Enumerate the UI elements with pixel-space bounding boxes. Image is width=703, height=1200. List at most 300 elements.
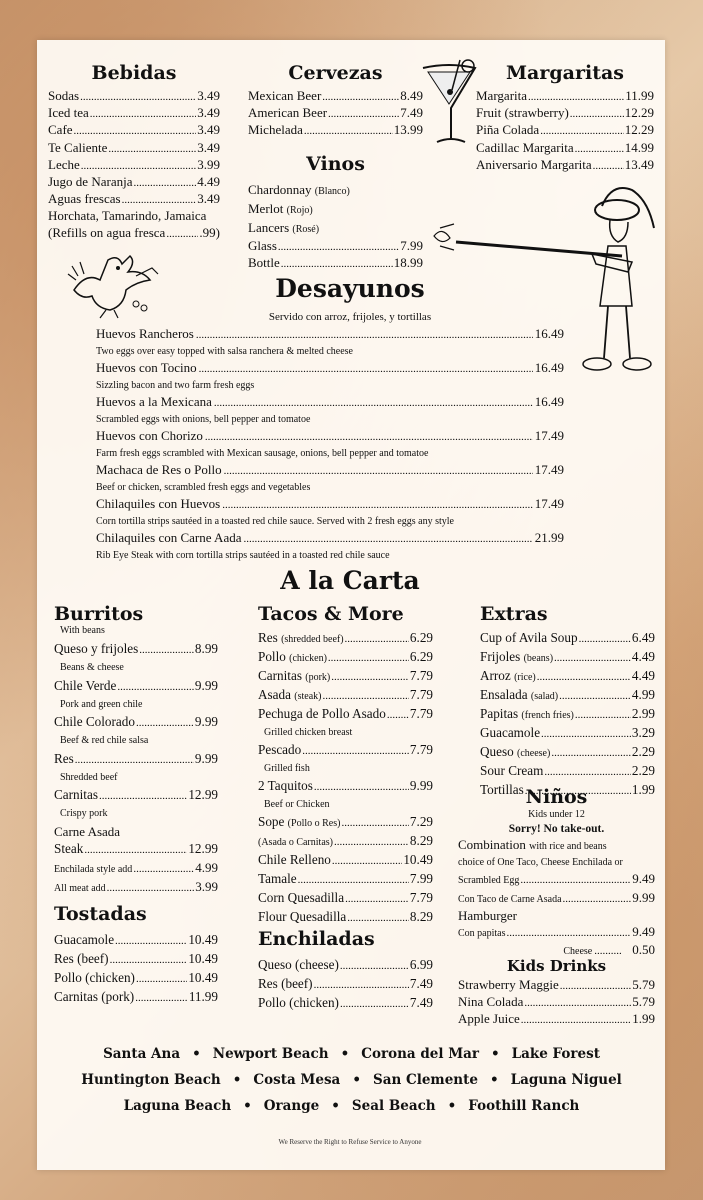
locations xyxy=(40,1041,663,1119)
menu-item-name xyxy=(54,786,98,803)
item-name: Nina Colada xyxy=(458,994,524,1010)
item-name: Frijoles xyxy=(480,649,521,664)
breakfast-item-row xyxy=(96,462,564,480)
bebidas-refill-row: (Refills on agua fresca ..... .99) xyxy=(48,225,220,242)
extras-list xyxy=(480,629,655,800)
item-detail: (cheese) xyxy=(517,748,551,759)
menu-item-price: 14.99 xyxy=(624,139,654,155)
menu-item-price: 2.99 xyxy=(631,706,655,721)
location-name: Orange xyxy=(263,1098,320,1114)
menu-item-row xyxy=(476,105,654,122)
menu-item-row xyxy=(480,629,655,648)
menu-item-price: 13.99 xyxy=(393,122,423,138)
location-name: Costa Mesa xyxy=(253,1072,341,1088)
menu-item-name xyxy=(54,677,116,694)
location-name: Newport Beach xyxy=(212,1046,329,1062)
item-name: Queso (cheese) xyxy=(258,957,339,972)
taco-item-name xyxy=(258,851,331,868)
bebidas-title: Bebidas xyxy=(91,62,177,84)
margaritas-title: Margaritas xyxy=(506,62,624,84)
burrito-subtitle: Pork and green chile xyxy=(60,698,143,710)
menu-item-name xyxy=(476,122,539,138)
taco-item-price: 7.79 xyxy=(409,742,433,757)
menu-item-price: 2.29 xyxy=(631,763,655,778)
menu-item-row xyxy=(54,640,218,659)
menu-item-row xyxy=(54,750,218,769)
menu-item-price: 7.49 xyxy=(409,976,433,991)
item-name: Res xyxy=(54,750,74,766)
item-name: Fruit (strawberry) xyxy=(476,105,569,121)
ninos-subtitle: Kids under 12 xyxy=(528,809,585,820)
taco-item-price: 6.29 xyxy=(409,630,433,645)
menu-item-price: 11.99 xyxy=(625,88,654,103)
item-name: Ensalada xyxy=(480,687,528,702)
menu-item-price: 7.49 xyxy=(400,105,423,121)
item-name: Chile Colorado xyxy=(54,714,135,729)
ninos-hamburger: Hamburger xyxy=(458,907,517,923)
taco-item-name xyxy=(258,667,330,686)
location-name: Corona del Mar xyxy=(361,1046,480,1062)
kids-drinks-list xyxy=(458,977,655,1029)
taco-item-price: 7.79 xyxy=(409,687,433,702)
menu-item-price: 8.99 xyxy=(194,641,218,656)
burrito-carne-asada: Carne Asada xyxy=(54,823,121,839)
location-name: San Clemente xyxy=(372,1072,478,1088)
menu-item-name xyxy=(476,140,574,156)
item-name: Pollo xyxy=(258,649,286,664)
menu-item-name xyxy=(480,724,540,743)
menu-item-name xyxy=(480,667,536,686)
breakfast-item-description: Two eggs over easy topped with salsa ranchera & melted cheese xyxy=(96,345,353,357)
taco-item-subtitle: Grilled fish xyxy=(264,763,310,774)
breakfast-item-row xyxy=(96,326,564,344)
taco-item-subtitle: Beef or Chicken xyxy=(264,799,330,810)
item-name: Pechuga de Pollo Asado xyxy=(258,706,386,721)
burrito-subtitle: Shredded beef xyxy=(60,771,118,783)
enchiladas-section xyxy=(258,928,433,1013)
menu-item-price: 3.49 xyxy=(197,88,220,103)
item-name: Papitas xyxy=(480,706,519,721)
menu-item-name xyxy=(458,1011,520,1027)
menu-item-name xyxy=(476,157,592,173)
item-name: Guacamole xyxy=(480,725,541,740)
item-name: Cup of Avila Soup xyxy=(480,630,578,645)
item-name: American Beer xyxy=(248,105,328,121)
breakfast-item-name: Huevos con Chorizo xyxy=(96,428,203,443)
menu-item-row xyxy=(54,969,218,988)
menu-item-name xyxy=(48,122,73,138)
menu-item-row xyxy=(480,648,655,667)
breakfast-item-price: 16.49 xyxy=(534,394,564,409)
item-detail: (rice) xyxy=(514,672,536,683)
item-name: Carnitas xyxy=(258,668,302,683)
menu-item-name xyxy=(480,648,553,667)
menu-item-price: 1.99 xyxy=(632,1011,655,1027)
vinos-bottle-row: Bottle ..... 18.99 xyxy=(248,255,423,272)
item-name: Jugo de Naranja xyxy=(48,174,133,190)
burritos-list xyxy=(54,640,218,823)
menu-item-name xyxy=(54,969,135,986)
taco-item-name xyxy=(258,629,344,648)
menu-item-row xyxy=(48,191,220,208)
taco-item-name xyxy=(258,832,333,851)
burrito-steak-row: Steak ..... 12.99 xyxy=(54,840,218,859)
menu-item-price: 3.29 xyxy=(631,725,655,740)
item-name: Cafe xyxy=(48,122,73,138)
taco-item-name xyxy=(258,741,301,758)
item-name: Margarita xyxy=(476,88,528,103)
menu-item-name xyxy=(248,88,321,104)
location-name: Laguna Niguel xyxy=(510,1072,622,1088)
item-detail: (Asada o Carnitas) xyxy=(258,837,333,848)
burritos-subtitle: With beans xyxy=(60,625,105,636)
item-name: Arroz xyxy=(480,668,511,683)
menu-item-row xyxy=(258,956,433,975)
menu-item-price: 12.99 xyxy=(188,787,218,802)
menu-item-row xyxy=(54,950,218,969)
menu-item-price: 3.49 xyxy=(197,105,220,121)
taco-item-price: 7.29 xyxy=(409,814,433,829)
wine-detail: (Blanco) xyxy=(314,186,350,197)
item-name: Aguas frescas xyxy=(48,191,121,207)
taco-item-price: 7.79 xyxy=(409,706,433,721)
taco-item-row xyxy=(258,908,433,927)
taco-item-row xyxy=(258,832,433,851)
menu-item-price: 9.99 xyxy=(194,677,218,693)
menu-item-name xyxy=(48,191,121,207)
cervezas-list xyxy=(248,88,423,140)
menu-item-row xyxy=(48,174,220,191)
menu-item-row xyxy=(476,88,654,105)
bebidas-list xyxy=(48,88,220,208)
wine-item xyxy=(248,181,423,200)
location-name: Foothill Ranch xyxy=(468,1098,580,1114)
item-name: Sodas xyxy=(48,88,80,103)
taco-item-row xyxy=(258,741,433,760)
item-name: Te Caliente xyxy=(48,139,108,155)
item-name: Mexican Beer xyxy=(248,88,322,103)
menu-item-row xyxy=(480,762,655,781)
ninos-papitas-row: Con papitas ..... 9.49 xyxy=(458,924,655,942)
cervezas-section xyxy=(248,62,423,140)
ninos-taco-asada-row: Con Taco de Carne Asada ..... 9.99 xyxy=(458,890,655,908)
wine-name: Lancers xyxy=(248,220,290,235)
item-name: Piña Colada xyxy=(476,122,540,138)
menu-item-price: 10.49 xyxy=(188,970,218,985)
item-detail: (chicken) xyxy=(289,653,327,664)
burritos-section xyxy=(54,603,218,897)
item-name: Pollo (chicken) xyxy=(54,970,135,985)
kids-drinks-title: Kids Drinks xyxy=(506,957,607,975)
wine-item xyxy=(248,200,423,219)
item-name: Leche xyxy=(48,156,80,172)
taco-item-price: 8.29 xyxy=(409,909,433,924)
breakfast-item-price: 17.49 xyxy=(534,462,564,477)
item-name: Corn Quesadilla xyxy=(258,890,345,905)
menu-item-price: 3.99 xyxy=(197,156,220,172)
breakfast-item-description: Corn tortilla strips sautéed in a toasted red chile sauce. Served with 2 fresh eggs any style xyxy=(96,515,454,527)
menu-item-name xyxy=(48,157,80,173)
menu-item-price: 4.99 xyxy=(631,687,655,702)
tacos-list xyxy=(258,629,433,927)
menu-item-name xyxy=(248,122,303,138)
item-name: Res xyxy=(258,630,278,645)
menu-item-row xyxy=(48,140,220,157)
menu-item-row xyxy=(480,686,655,705)
menu-item-price: 13.49 xyxy=(624,156,654,172)
breakfast-item-price: 17.49 xyxy=(534,496,564,511)
item-name: Carnitas (pork) xyxy=(54,989,135,1004)
menu-item-price: 3.49 xyxy=(197,122,220,138)
martini-glass-illustration xyxy=(420,58,478,148)
ninos-section xyxy=(458,786,655,961)
menu-item-row xyxy=(248,105,423,122)
locations-row-3: Laguna Beach • Orange • Seal Beach • Foothill Ranch xyxy=(123,1098,580,1114)
tostadas-section xyxy=(54,903,218,1007)
breakfast-item-name: Huevos Rancheros xyxy=(96,326,194,341)
taco-item-price: 9.99 xyxy=(409,778,433,793)
taco-item-price: 6.29 xyxy=(409,649,433,664)
item-name: Sour Cream xyxy=(480,763,544,778)
menu-item-name xyxy=(476,105,569,121)
location-name: Lake Forest xyxy=(511,1046,600,1062)
wine-item xyxy=(248,219,423,238)
menu-item-row xyxy=(54,677,218,696)
tostadas-title: Tostadas xyxy=(54,903,147,925)
enchiladas-list xyxy=(258,956,433,1013)
menu-item-price: 9.99 xyxy=(194,750,218,766)
locations-row-2: Huntington Beach • Costa Mesa • San Clemente • Laguna Niguel xyxy=(81,1072,622,1088)
breakfast-item-row xyxy=(96,496,564,514)
breakfast-item-row xyxy=(96,394,564,412)
menu-item-price: 12.29 xyxy=(624,105,654,121)
menu-item-row xyxy=(54,786,218,805)
item-name: Flour Quesadilla xyxy=(258,909,347,924)
location-name: Laguna Beach xyxy=(123,1098,232,1114)
kids-drinks-section xyxy=(458,957,655,1029)
enchiladas-title: Enchiladas xyxy=(258,928,375,950)
menu-item-name xyxy=(480,629,578,648)
item-name: Pollo (chicken) xyxy=(258,995,339,1010)
menu-item-name xyxy=(54,931,114,948)
cervezas-title: Cervezas xyxy=(288,62,383,84)
menu-item-row xyxy=(48,157,220,174)
bird-illustration xyxy=(66,250,162,320)
ninos-combo-row: Scrambled Egg ..... 9.49 xyxy=(458,871,655,889)
menu-item-price: 7.49 xyxy=(409,995,433,1010)
bebidas-section xyxy=(48,62,220,242)
taco-item-subtitle: Grilled chicken breast xyxy=(264,727,353,738)
wine-detail: (Rojo) xyxy=(286,205,313,216)
ninos-combo-line2: choice of One Taco, Cheese Enchilada or xyxy=(458,857,623,869)
tacos-section xyxy=(258,603,433,927)
menu-item-row xyxy=(480,743,655,762)
item-detail: (steak) xyxy=(294,691,322,702)
menu-item-name xyxy=(48,174,132,190)
item-detail: (Pollo o Res) xyxy=(287,818,341,829)
item-detail: (salad) xyxy=(530,691,559,702)
menu-item-price: 3.49 xyxy=(197,139,220,155)
breakfast-item-description: Rib Eye Steak with corn tortilla strips sautéed in a toasted red chile sauce xyxy=(96,549,390,561)
item-detail: (pork) xyxy=(305,672,331,683)
menu-item-price: 2.29 xyxy=(631,744,655,759)
extras-section xyxy=(480,603,655,800)
ninos-combo: Combination with rice and beans xyxy=(458,837,607,852)
item-name: Michelada xyxy=(248,122,303,138)
menu-item-row xyxy=(54,713,218,732)
menu-item-name xyxy=(458,977,559,993)
menu-item-price: 5.79 xyxy=(632,977,655,992)
breakfast-item-name: Machaca de Res o Pollo xyxy=(96,462,222,477)
burrito-meat-add-row: All meat add ..... 3.99 xyxy=(54,878,218,897)
menu-item-price: 11.99 xyxy=(188,989,218,1004)
bebidas-note: Horchata, Tamarindo, Jamaica xyxy=(48,208,207,224)
item-name: Aniversario Margarita xyxy=(476,156,592,172)
taco-item-name xyxy=(258,686,321,705)
taco-item-row xyxy=(258,813,433,832)
menu-item-name xyxy=(258,975,313,992)
menu-item-price: 3.49 xyxy=(197,191,220,207)
item-name: Asada xyxy=(258,687,291,702)
menu-item-row xyxy=(48,88,220,105)
menu-item-price: 8.49 xyxy=(400,88,423,103)
menu-item-name xyxy=(480,762,543,781)
menu-item-row xyxy=(458,1011,655,1028)
taco-item-row xyxy=(258,667,433,686)
vinos-list xyxy=(248,181,423,238)
menu-item-name xyxy=(48,140,107,156)
taco-item-row xyxy=(258,648,433,667)
item-name: Guacamole xyxy=(54,932,115,947)
breakfast-item-price: 16.49 xyxy=(534,326,564,341)
taco-item-name xyxy=(258,813,340,832)
item-detail: (french fries) xyxy=(521,710,574,721)
menu-item-row xyxy=(258,975,433,994)
item-name: Iced tea xyxy=(48,105,89,121)
menu-item-row xyxy=(458,977,655,994)
item-name: Chile Relleno xyxy=(258,852,331,867)
menu-item-row xyxy=(248,122,423,139)
item-detail: (shredded beef) xyxy=(281,634,344,645)
menu-item-price: 4.49 xyxy=(631,668,655,683)
menu-item-name xyxy=(476,88,527,104)
menu-item-name xyxy=(48,88,79,104)
desayunos-title: Desayunos xyxy=(275,274,425,303)
menu-item-price: 12.29 xyxy=(624,122,654,138)
location-name: Huntington Beach xyxy=(81,1072,221,1088)
breakfast-item-name: Chilaquiles con Huevos xyxy=(96,496,221,511)
burrito-subtitle: Beef & red chile salsa xyxy=(60,735,149,746)
breakfast-item-name: Huevos con Tocino xyxy=(96,360,197,375)
menu-item-name xyxy=(54,988,134,1005)
taco-item-row xyxy=(258,889,433,908)
menu-item-price: 1.99 xyxy=(631,782,655,797)
item-name: Strawberry Maggie xyxy=(458,977,559,992)
vinos-section xyxy=(248,153,423,272)
taco-item-name xyxy=(258,908,346,925)
burrito-enchilada-add-row: Enchilada style add ..... 4.99 xyxy=(54,859,218,878)
vinos-glass-row: Glass ..... 7.99 xyxy=(248,238,423,255)
menu-item-name xyxy=(480,705,574,724)
taco-item-row xyxy=(258,705,433,724)
breakfast-item-price: 17.49 xyxy=(534,428,564,443)
breakfast-item-row xyxy=(96,360,564,378)
menu-item-name xyxy=(258,994,339,1011)
footer-note: We Reserve the Right to Refuse Service to Anyone xyxy=(278,1138,422,1146)
menu-item-row xyxy=(48,122,220,139)
taco-item-name xyxy=(258,705,386,722)
menu-item-name xyxy=(480,743,550,762)
menu-item-row xyxy=(54,931,218,950)
taco-item-price: 8.29 xyxy=(409,833,433,848)
breakfast-item-description: Beef or chicken, scrambled fresh eggs and vegetables xyxy=(96,481,311,493)
ninos-cheese-row: Cheese .......... 0.50 xyxy=(563,942,655,958)
taco-item-name xyxy=(258,777,313,794)
breakfast-item-price: 21.99 xyxy=(534,530,564,545)
taco-item-row xyxy=(258,851,433,870)
item-name: Carnitas xyxy=(54,787,98,802)
menu-item-row xyxy=(48,105,220,122)
breakfast-item-description: Scrambled eggs with onions, bell pepper and tomatoe xyxy=(96,413,311,425)
menu-item-price: 5.79 xyxy=(632,994,655,1010)
menu-item-price: 4.49 xyxy=(197,174,220,190)
item-name: Res (beef) xyxy=(258,976,313,991)
menu-item-name xyxy=(54,950,109,967)
item-name: Queso y frijoles xyxy=(54,641,139,656)
menu-item-row xyxy=(476,157,654,174)
menu-item-name xyxy=(458,994,523,1010)
tostadas-list xyxy=(54,931,218,1007)
taco-item-price: 7.79 xyxy=(409,890,433,905)
taco-item-name xyxy=(258,870,297,887)
breakfast-item-description: Sizzling bacon and two farm fresh eggs xyxy=(96,379,255,391)
wine-detail: (Rosé) xyxy=(292,224,320,235)
menu-item-row xyxy=(480,705,655,724)
menu-item-name xyxy=(258,956,339,973)
burrito-subtitle: Beans & cheese xyxy=(60,662,124,673)
taco-item-name xyxy=(258,889,344,906)
menu-item-row xyxy=(54,988,218,1007)
menu-item-name xyxy=(54,640,138,657)
wine-name: Merlot xyxy=(248,201,284,216)
menu-item-name xyxy=(48,105,89,121)
item-name: Tortillas xyxy=(480,782,524,797)
location-name: Santa Ana xyxy=(103,1046,181,1062)
menu-item-name xyxy=(54,713,135,730)
tacos-title: Tacos & More xyxy=(258,603,404,625)
burrito-subtitle: Crispy pork xyxy=(60,808,108,819)
item-name: Pescado xyxy=(258,742,302,757)
desayunos-subtitle: Servido con arroz, frijoles, y tortillas xyxy=(268,311,432,323)
menu-item-name xyxy=(480,686,558,705)
breakfast-item-row xyxy=(96,530,564,548)
desayunos-list xyxy=(96,326,564,564)
ninos-notice: Sorry! No take-out. xyxy=(508,823,605,835)
menu-item-row xyxy=(480,667,655,686)
menu-item-row xyxy=(476,140,654,157)
menu-item-name xyxy=(248,105,327,121)
breakfast-item-name: Chilaquiles con Carne Aada xyxy=(96,530,242,545)
menu-item-row xyxy=(476,122,654,139)
menu-item-name xyxy=(54,750,74,767)
wine-name: Chardonnay xyxy=(248,182,312,197)
location-name: Seal Beach xyxy=(351,1098,436,1114)
taco-item-row xyxy=(258,777,433,796)
item-name: Chile Verde xyxy=(54,677,117,693)
menu-item-price: 9.99 xyxy=(194,714,218,729)
breakfast-item-price: 16.49 xyxy=(534,360,564,375)
item-name: Queso xyxy=(480,744,514,759)
